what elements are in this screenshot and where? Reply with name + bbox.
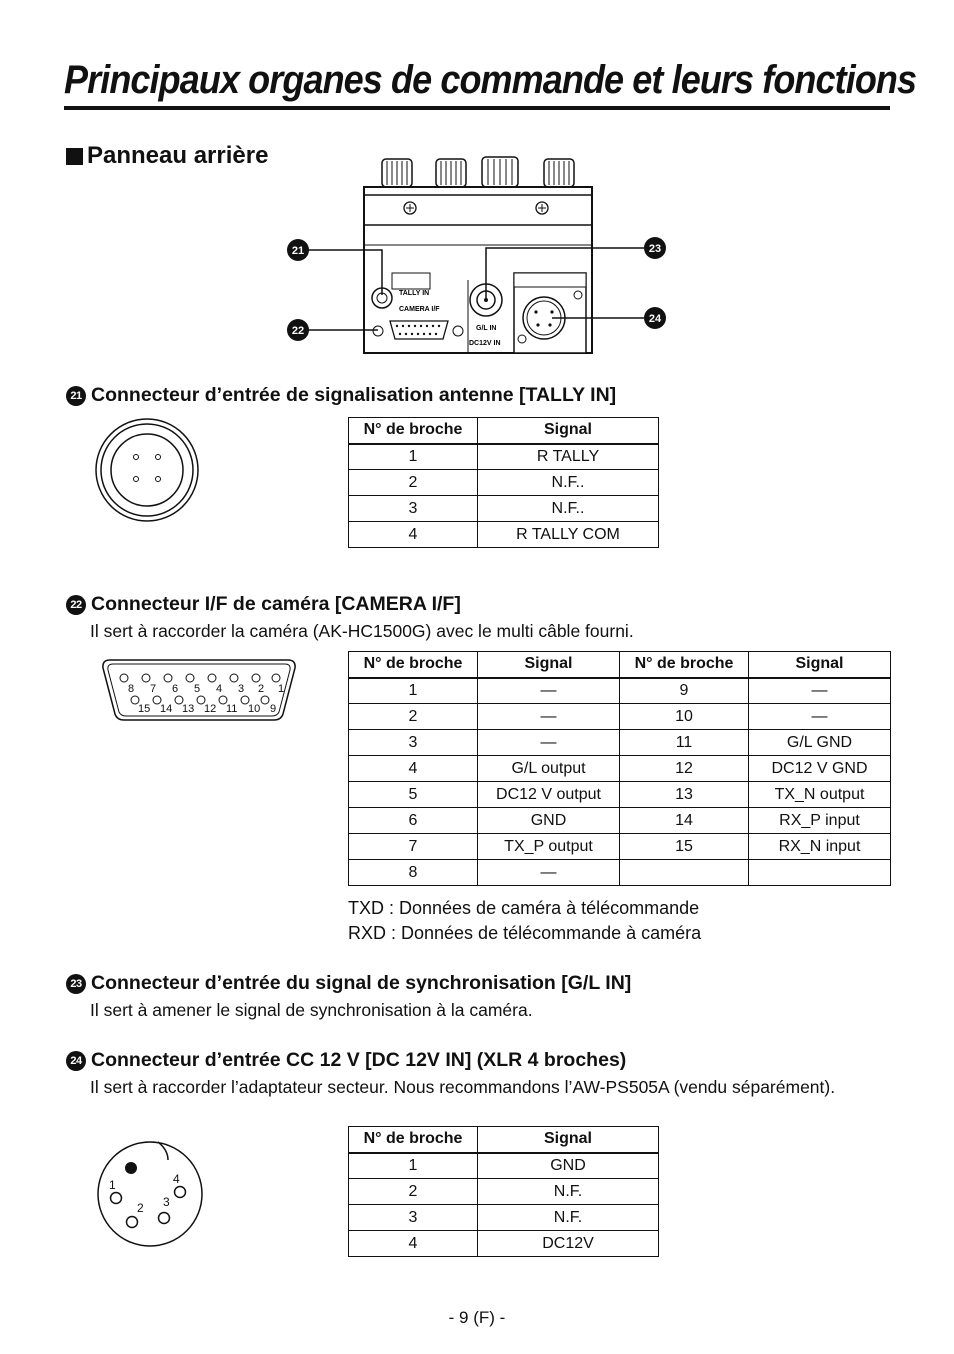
signal-notes [348,896,701,946]
svg-text:4: 4 [173,1172,180,1186]
table-header: N° de broche [349,1127,478,1153]
dc-description: Il sert à raccorder l’adaptateur secteur. Nous recommandons l’AW-PS505A (vendu séparément). [90,1077,836,1097]
tally-heading [66,384,616,407]
camera-description: Il sert à raccorder la caméra (AK-HC1500G) avec le multi câble fourni. [90,621,634,641]
svg-text:24: 24 [648,313,662,325]
note-txd: TXD : Données de caméra à télécommande [348,898,700,918]
xlr-connector-diagram [94,1138,208,1250]
tally-connector-diagram [94,418,204,524]
tally-in-label: TALLY IN [399,290,430,297]
svg-text:5: 5 [194,683,201,695]
camera-pin-table [348,651,891,886]
gl-heading [66,972,631,995]
camera-heading [66,593,461,616]
svg-text:6: 6 [172,683,179,695]
table-row: 7 TX_P output 15 RX_N input [349,834,891,860]
tally-heading-text: Connecteur d’entrée de signalisation antenne [TALLY IN] [91,384,617,406]
svg-text:14: 14 [160,703,173,715]
table-row: 2 N.F. [349,1179,659,1205]
table-row: 3 N.F.. [349,496,659,522]
square-bullet-icon [66,148,83,165]
table-header: Signal [749,652,891,678]
rear-panel-diagram [280,155,680,360]
table-row: 4 G/L output 12 DC12 V GND [349,756,891,782]
table-row: 4 DC12V [349,1231,659,1257]
page-title: Principaux organes de commande et leurs fonctions [64,58,917,102]
svg-text:23: 23 [648,243,662,255]
table-row: 1 R TALLY [349,444,659,470]
table-row: 1 GND [349,1153,659,1179]
svg-text:7: 7 [150,683,157,695]
svg-text:1: 1 [278,683,285,695]
knob-icon [382,157,574,187]
gl-description: Il sert à amener le signal de synchronisation à la caméra. [90,1000,533,1020]
callout-22 [287,319,309,341]
table-row: 2 — 10 — [349,704,891,730]
number-badge-24: 24 [66,1051,86,1071]
svg-text:11: 11 [226,703,238,715]
svg-text:12: 12 [204,703,217,715]
svg-text:4: 4 [216,683,223,695]
table-row: 6 GND 14 RX_P input [349,808,891,834]
gl-in-label: G/L IN [476,325,497,332]
gl-heading-text: Connecteur d’entrée du signal de synchronisation [G/L IN] [91,972,632,994]
table-row: 2 N.F.. [349,470,659,496]
table-header: N° de broche [349,652,478,678]
svg-text:1: 1 [109,1178,116,1192]
svg-text:3: 3 [238,683,245,695]
title-rule [64,106,890,110]
callout-24 [644,307,666,329]
dc12v-in-label: DC12V IN [469,340,501,347]
table-header: Signal [478,1127,659,1153]
svg-text:13: 13 [182,703,195,715]
dc-heading-text: Connecteur d’entrée CC 12 V [DC 12V IN] (XLR 4 broches) [91,1049,627,1071]
table-header: N° de broche [349,418,478,444]
table-row: 3 N.F. [349,1205,659,1231]
section-heading-text: Panneau arrière [87,142,269,169]
svg-text:2: 2 [258,683,265,695]
svg-text:22: 22 [291,325,305,337]
svg-text:21: 21 [291,245,305,257]
svg-text:9: 9 [270,703,277,715]
page-number: - 9 (F) - [448,1308,506,1327]
svg-text:8: 8 [128,683,135,695]
callout-21 [287,239,309,261]
camera-heading-text: Connecteur I/F de caméra [CAMERA I/F] [91,593,461,615]
svg-text:3: 3 [163,1195,170,1209]
dc-heading [66,1049,626,1072]
callout-23 [644,237,666,259]
table-row: 4 R TALLY COM [349,522,659,548]
svg-text:2: 2 [137,1201,144,1215]
camera-if-label: CAMERA I/F [399,306,440,313]
svg-text:10: 10 [248,703,261,715]
camera-if-connector-diagram [100,658,298,722]
dc-pin-table [348,1126,659,1257]
section-heading [66,142,268,170]
table-header: N° de broche [620,652,749,678]
table-row: 8 — [349,860,891,886]
number-badge-21: 21 [66,386,86,406]
table-row: 5 DC12 V output 13 TX_N output [349,782,891,808]
number-badge-23: 23 [66,974,86,994]
table-row: 3 — 11 G/L GND [349,730,891,756]
number-badge-22: 22 [66,595,86,615]
tally-pin-table [348,417,659,548]
svg-text:15: 15 [138,703,151,715]
note-rxd: RXD : Données de télécommande à caméra [348,923,702,943]
table-header: Signal [478,418,659,444]
table-header: Signal [478,652,620,678]
table-row: 1 — 9 — [349,678,891,704]
